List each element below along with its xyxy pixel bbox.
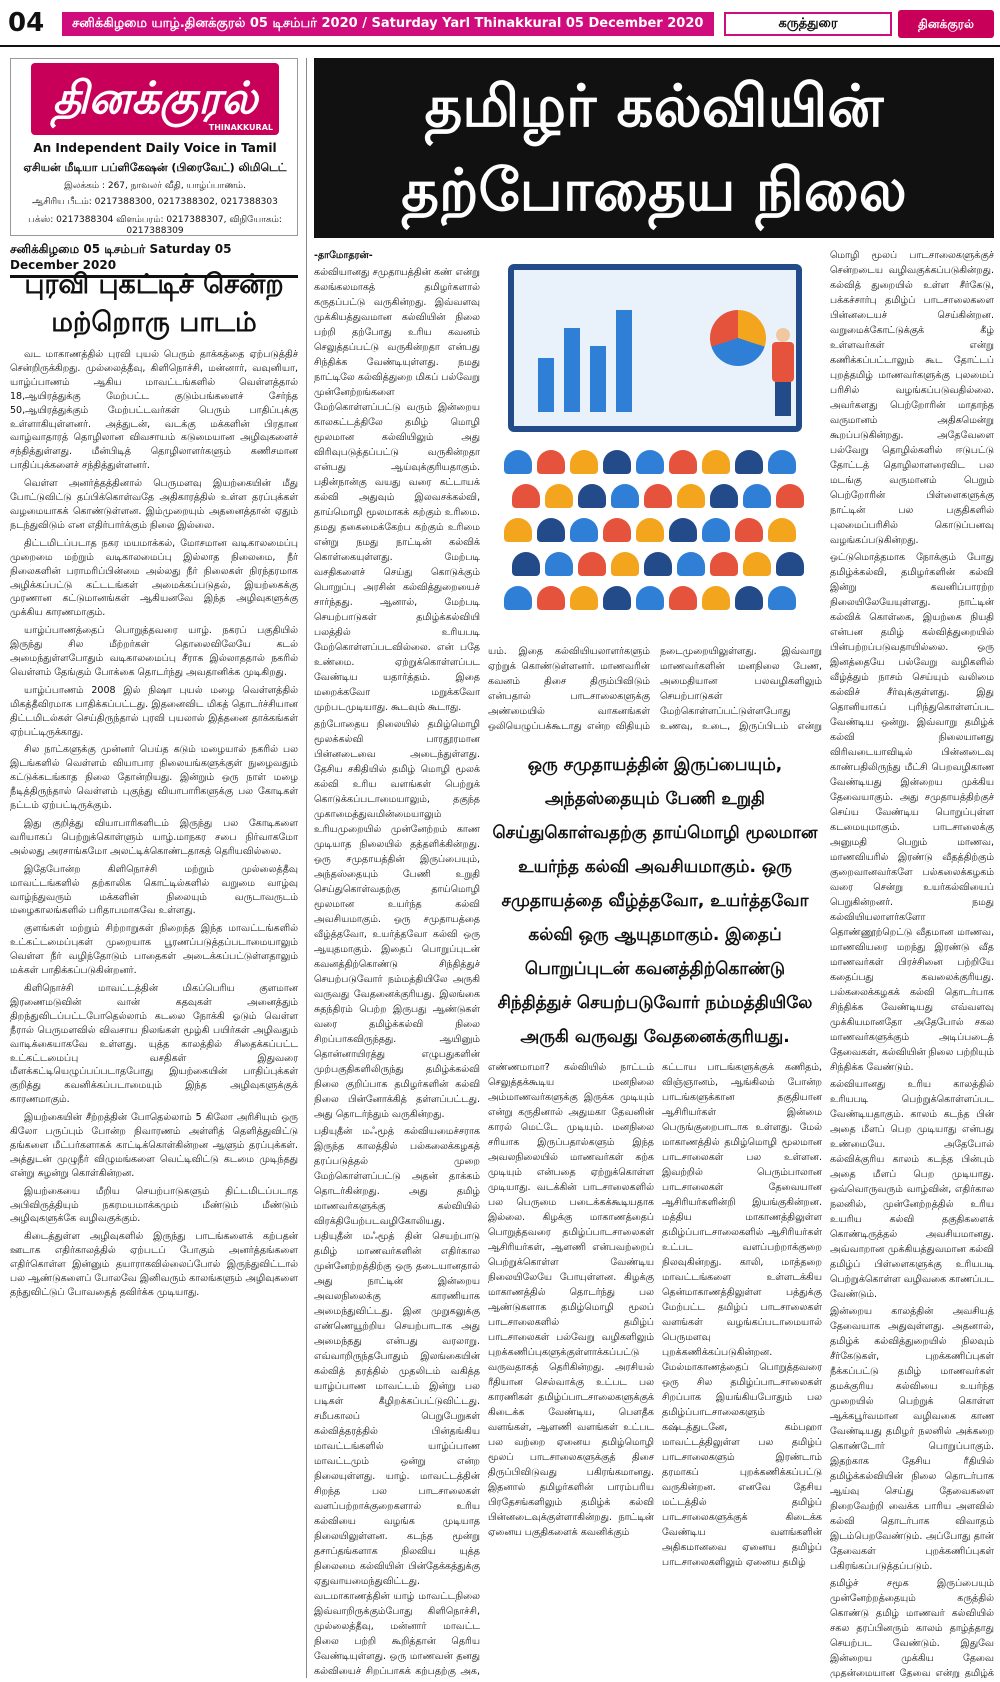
audience-seat-icon (768, 586, 796, 610)
edition-date: சனிக்கிழமை 05 டிசம்பர் Saturday 05 December 2020 (10, 242, 298, 278)
audience-seat-icon (743, 552, 771, 576)
audience-seat-icon (504, 586, 532, 610)
audience-seat-icon (603, 586, 631, 610)
article-paragraph: ஒட்டுமொத்தமாக நோக்கும் போது தமிழ்க்கல்வி, தமிழர்களின் கல்வி இன்று கவனிப்பாரற்ற நிலையிலேயேயுள்ளது. நாட்டின் கல்விக் கொள்கை, இயற்கை நியதி என்பன தமிழ் கல்வித்துறையில் பின்பற்றப்படுவதாயில்லை. ஒரு இனத்தையே பல்வேறு வழிகளில் வீழ்த்தும் நாசம் செய்யும் வலிமை கல்விச் சீர்வுக்குள்ளது. இது தொனியாகப் புரிந்துகொள்ளப்பட வேண்டிய ஒன்று. இவ்வாறு தமிழ்க் கல்வி நிலையானது விரிவடையாவிடில் பின்னடைவு காண்பதிலிருந்து மீட்சி பெறவழிகாண வேண்டியது இன்றைய முக்கிய தேவையாகும். அது சமுதாயத்திற்குச் செய்ய வேண்டிய பொறுப்புள்ள கடமையுமாகும். பாடசாலைக்கு அனுமதி பெறும் மாணவ, மாணவியரில் இரண்டு வீதத்திற்கும் குறைவானவர்களே பல்கலைக்கழகம் வரை சென்று உயர்கல்வியைப் பெறுகின்றனர். நமது கல்வியியலாளர்களோ தொண்ணூற்றெட்டு வீதமான மாணவ, மாணவியரை மறந்து இரண்டு வீத மாணவர்கள் பிரச்சினை பற்றியே கதைப்பது கவலைக்குரியது. பல்கலைக்கழகக் கல்வி தொடர்பாக சிந்திக்க வேண்டியது எவ்வளவு முக்கியமானதோ அதேபோல் சகல மாணவர்களுக்கும் அடிப்படைத் தேவைகள், கல்வியின் நிலை பற்றியும் சிந்திக்க வேண்டும். (830, 552, 994, 1073)
editorial-paragraph: சில நாட்களுக்கு முன்னர் பெய்த கடும் மழையால் நகரில் பல இடங்களில் வெள்ளம் வியாபார நிலையங்களுக்குள் நுழைவதும் கட்டுக்கடங்காத நிலை தோன்றியது. இன்றும் ஒரு நாள் மழை நீடித்திருந்தால் வெள்ளம் புகுந்து வியாபாரிகளுக்கு பல கோடிகள் நட்டம் ஏற்பட்டிருக்கும். (10, 744, 298, 812)
audience-seat-icon (677, 552, 705, 576)
editorial-paragraph: கிடைத்துள்ள அழிவுகளில் இருந்து பாடங்களைக் கற்பதன் ஊடாக எதிர்காலத்தில் ஏற்படப் போகும் அனர்த்தங்களை எதிர்கொள்ள இன்னும் தயாராகவில்லைப்போல் இருந்துவிட்டால் பல ஆண்டுகளைப் போலவே இனிவரும் காலங்களும் அழிவுகளை தந்துவிட்டுப் போவதைத் தவிர்க்க முடியாது. (10, 1231, 298, 1298)
article-headline-line1: தமிழர் கல்வியின் (424, 72, 884, 140)
audience-seat-icon (512, 552, 540, 576)
audience-seat-icon (702, 586, 730, 610)
contact-phone: பக்ஸ்: 0217388304 விளம்பரம்: 0217388307, விநியோகம்: 0217388309 (28, 215, 282, 236)
audience-seat-icon (768, 450, 796, 474)
masthead-tagline: An Independent Daily Voice in Tamil (33, 141, 277, 155)
audience-seat-icon (512, 484, 540, 508)
audience-seat-icon (603, 450, 631, 474)
audience-seat-icon (677, 484, 705, 508)
logo-english-text: THINAKKURAL (208, 123, 273, 132)
audience-seat-icon (743, 484, 771, 508)
audience-seat-icon (545, 552, 573, 576)
audience-seat-icon (669, 450, 697, 474)
article-column-a (314, 248, 480, 1678)
chart-bar-icon (538, 358, 554, 412)
audience-seat-icon (636, 586, 664, 610)
audience-seat-icon (537, 450, 565, 474)
article-paragraph: தமிழ்ச் சமூக இருப்பையும் முன்னேற்றத்தையும் கருத்தில் கொண்டு தமிழ் மாணவர் கல்வியில் சகல தரப்பினரும் காலம் தாழ்த்தாது செயற்பட வேண்டும். இதுவே இன்றைய முக்கிய தேவை முதன்மையான தேவை என்று தமிழ்க் (830, 1578, 994, 1678)
chart-bar-icon (564, 328, 580, 412)
audience-seat-icon (570, 450, 598, 474)
audience-seat-icon (768, 518, 796, 542)
audience-seat-icon (644, 552, 672, 576)
publisher-name: ஏசியன் மீடியா பப்ளிகேஷன் (பிரைவேட்) லிமிடெட் (23, 161, 287, 174)
article-paragraph: பதியுதீன் மஃமூத் கல்வியமைச்சராக இருந்த காலத்தில் பல்கலைக்கழகத் தரப்படுத்தல் முறை மேற்கொள்ளப்பட்டு அதன் தாக்கம் தொடர்கின்றது. அது தமிழ் மாணவர்களுக்கு கல்வியில் விரக்தியேற்படவழிகோலியது. பதியுதீன் மஃமூத் தின் செயற்பாடு தமிழ் மாணவர்களின் எதிர்கால முன்னேற்றத்திற்கு ஒரு தடையானதால் அது நாட்டின் இன்றைய அவலநிலைக்கு காரணியாக அமைந்துவிட்டது. இன முறுகலுக்கு எண்ணெயூற்றிய செயற்பாடாக அது அமைந்தது என்பது வரலாறு. எவ்வாறிருந்தபோதும் இலங்கையின் கல்வித் தரத்தில் முதலிடம் வகித்த யாழ்ப்பாண மாவட்டம் இன்று பல படிகள் கீழிறக்கப்பட்டுவிட்டது. சமீபகாலப் பெறுபேறுகள் கல்வித்தரத்தில் பின்தங்கிய மாவட்டங்களில் யாழ்ப்பாண மாவட்டமும் ஒன்று என்ற நிலையுள்ளது. யாழ். மாவட்டத்தின் சிறந்த பல பாடசாலைகள் வளப்பற்றாக்குறைகளால் உரிய கல்வியை வழங்க முடியாத நிலையிலுள்ளன. கடந்த மூன்று தசாப்தங்களாக நிலவிய யுத்த நிலைமை கல்வியின் பின்தேக்கத்துக்கு ஏதுவாயமைந்துவிட்டது. வடமாகாணத்தின் யாழ் மாவட்டநிலை இவ்வாறிருக்கும்போது கிளிநொச்சி, முல்லைத்தீவு, மன்னார் மாவட்ட நிலை பற்றி கூறித்தான் தெரிய வேண்டியுள்ளது. ஒரு மாணவன் தனது கல்வியைச் சிறப்பாகக் கற்பதற்கு அக, (314, 1126, 480, 1677)
audience-seat-icon (702, 450, 730, 474)
audience-seat-icon (504, 518, 532, 542)
audience-seat-icon (537, 518, 565, 542)
audience-seat-icon (710, 484, 738, 508)
chart-bar-icon (590, 346, 606, 412)
article-column-bc-top: யம். இதை கல்வியியலாளர்களும் ஏற்றுக் கொண்டுள்ளனர். மாணவரின் கவனம் திசை திரும்பிவிடும் என்பதால் பாடசாலைகளுக்கு அண்மையில் வாகனங்கள் ஒலியெழுப்பக்கூடாது என்ற விதியும் நடைமுறையிலுள்ளது. இவ்வாறு மாணவர்களின் மனநிலை பேண, அமைதியான பலவழிகளிலும் செயற்பாடுகள் மேற்கொள்ளப்பட்டுள்ளபோது உணவு, உடை, இருப்பிடம் என்று (488, 646, 822, 732)
editorial-paragraph: இயற்கையின் சீற்றத்தின் போதெல்லாம் 5 கிலோ அரிசியும் ஒரு கிலோ பருப்பும் போன்ற நிவாரணம் அள்ளித் தெளித்துவிட்டு தங்களை மீட்பர்களாகக் காட்டிக்கொள்கின்றன ஆளும் தரப்புக்கள். அத்துடன் முழுநீர் விழுமங்களை வெட்டிவிட்டு கடமை முடிந்தது என்று சுழன்று கொள்கின்றன. (10, 1112, 298, 1179)
audience-seat-icon (776, 552, 804, 576)
article-column-d (830, 248, 994, 1678)
article-paragraph: மொழி மூலப் பாடசாலைகளுக்குச் சென்றடைய வழிவகுக்கப்படுகின்றது. கல்வித் துறையில் உள்ள சீர்கேடு, பக்கச்சார்பு தமிழ்ப் பாடசாலைகளை பின்னடையச் செய்கின்றன. வறுமைக்கோட்டுக்குக் கீழ் உள்ளவர்கள் என்று கணிக்கப்பட்டாலும் கூட தோட்டப் புறத்தமிழ் மாணவர்களுக்கு புலமைப் பரிசில் வழங்கப்படுவதில்லை. அவர்களது பெற்றோரின் மாதாந்த வருமானம் அதிகமென்று கூறப்படுகின்றது. அதேவேளை பல்வேறு தொழில்களில் ஈடுபட்டு தோட்டத் தொழிலாளரைவிட பல மடங்கு வருமானம் பெறும் பெற்றோரின் பிள்ளைகளுக்கு நாட்டின் பல பகுதிகளில் புலமைப்பரிசில் கொடுப்பனவு வழங்கப்படுகின்றது. (830, 250, 994, 546)
education-illustration (488, 248, 822, 636)
editorial-headline: புரவி புகட்டிச் சென்ற மற்றொரு பாடம் (24, 269, 284, 338)
editorial-paragraph: கிளிநொச்சி மாவட்டத்தின் மிகப்பெரிய குளமான இரணைமடுவின் வான் கதவுகள் அனைத்தும் திறந்துவிடப்பட்டபோதெல்லாம் கடலை நோக்கி ஓடும் வெள்ள நீரால் பெருமளவில் விவசாய நிலங்கள் மூழ்கி பயிர்கள் அழிவதும் வாடிக்கையாகவே உள்ளது. யுத்த காலத்தில் சிதைக்கப்பட்ட உட்கட்டமைப்பு வசதிகள் இதுவரை மீளக்கட்டியெழுப்பப்படாதபோது இயற்கையின் பாதிப்புக்கள் குறித்து கவனிக்கப்படாமையும் இந்த அழிவுகளுக்குக் காரணமாகும். (10, 982, 298, 1106)
article-paragraph: கல்வியானது உரிய காலத்தில் உரியபடி பெற்றுக்கொள்ளப்பட வேண்டியதாகும். காலம் கடந்த பின் அதை மீளப் பெற முடியாது என்பது உண்மையே. அதேபோல் கல்விக்குரிய காலம் கடந்த பின்பும் அதை மீளப் பெற முடியாது. ஒவ்வொருவரும் வாழ்வின், எதிர்கால நலனில், முன்னேற்றத்தில் உரிய உயரிய கல்வி தகுதிகளைக் கொண்டிருத்தல் அவசியமானது. அவ்வாறான முக்கியத்துவமான கல்வி தமிழ்ப் பிள்ளைகளுக்கு உரியபடி பெற்றுக்கொள்ள வழிவகை காணப்பட வேண்டும். (830, 1079, 994, 1300)
audience-seat-icon (669, 586, 697, 610)
office-phone: ஆசிரிய பீடம்: 0217388300, 0217388302, 0217388303 (32, 197, 278, 207)
date-strip: சனிக்கிழமை யாழ்.தினக்குரல் 05 டிசம்பர் 2020 / Saturday Yarl Thinakkural 05 December 2020 (62, 12, 714, 36)
masthead (10, 58, 298, 236)
article-paragraph: இன்றைய காலத்தின் அவசியத் தேவையாக அதுவுள்ளது. அதனால், தமிழ்க் கல்வித்துறையில் நிலவும் சீர்கேடுகள், புறக்கணிப்புகள் நீக்கப்பட்டு தமிழ் மாணவர்கள் தமக்குரிய கல்வியை உயர்ந்த முறையில் பெற்றுக் கொள்ள ஆக்கபூர்வமான வழிவகை காண வேண்டியது தமிழர் நலனில் அக்கறை கொண்டோர் பொறுப்பாகும். இதற்காக தேசிய ரீதியில் தமிழ்க்கல்வியின் நிலை தொடர்பாக ஆய்வு செய்து தேவைகளை நிறைவேற்றி வைக்க பாரிய அளவில் கல்வி தொடர்பாக விவாதம் இடம்பெறவேண்டும். அப்போது தான் தேவைகள் புறக்கணிப்புகள் பகிரங்கப்படுத்தப்படும். (830, 1306, 994, 1572)
page-header (0, 0, 1000, 50)
audience-seat-icon (578, 484, 606, 508)
section-label: கருத்துரை (724, 12, 892, 36)
article-column-b: எண்ணமாமா? கல்வியில் நாட்டம் செலுத்தக்கூடிய மனநிலை அம்மாணவர்களுக்கு இருக்க முடியும் என்று கருதினால் அதுமகா தேவனின் காரல் மெட்டே முடியும். மனநிலை சரியாக இருப்பதால்களும் இந்த அவலநிலையில் மாணவர்கள் கற்க முடியும் என்பதை ஏற்றுக்கொள்ள முடியாது. வடக்கின் பாடசாலைகளில் பல பெருமை படைக்கக்கூடியதாக இல்லை. கிழக்கு மாகாணத்தைப் பொறுத்தவரை தமிழ்ப்பாடசாலைகள் ஆசிரியர்கள், ஆளணி என்பவற்றைப் பெற்றுக்கொள்ள வேண்டிய நிலையிலேயே போயுள்ளன. கிழக்கு மாகாணத்தில் தொடர்ந்து பல ஆண்டுகளாக தமிழ்மொழி மூலப் பாடசாலைகளில் தமிழ்ப் பாடசாலைகள் பல்வேறு வழிகளிலும் புறக்கணிப்புகளுக்குள்ளாக்கப்பட்டு வருவதாகத் தெரிகின்றது. அரசியல் ரீதியான செல்வாக்கு உட்பட பல காரணிகள் தமிழ்ப்பாடசாலைகளுக்குக் கிடைக்க வேண்டிய, பௌதீக வளங்கள், ஆளணி வளங்கள் உட்பட பல வற்றை ஏனைய தமிழ்மொழி மூலப் பாடசாலைகளுக்குத் திசை திருப்பிவிடுவது பகிரங்கமானது. இதனால் தமிழர்களின் பாரம்பரிய பிரதேசங்களிலும் தமிழ்க் கல்வி பின்னடைவுக்குள்ளாகின்றது. நாட்டின் ஏனைய பகுதிகளைக் கவனிக்கும் (488, 1062, 654, 1538)
editorial-paragraph: குளங்கள் மற்றும் சிற்றாறுகள் நிறைந்த இந்த மாவட்டங்களில் உட்கட்டமைப்புகள் முறையாக பூரணப்படுத்தப்படாமையாலும் வெள்ள நீர் வழிந்தோடும் பாதைகள் அடைக்கப்பட்டுள்ளதாலும் மக்கள் பாதிக்கப்படுகின்றனர். (10, 923, 298, 977)
article-paragraph: கல்வியானது சமுதாயத்தின் கண் என்று கலங்கலமாகத் தமிழர்களால் கருதப்பட்டு வருகின்றது. இவ்வளவு முக்கியத்துவமான கல்வியின் நிலை பற்றி தற்போது உரிய கவனம் செலுத்தப்பட்டு வருகின்றதா என்பது சிந்திக்க வேண்டியுள்ளது. நமது நாட்டிலே கல்வித்துறை மிகப் பல்வேறு முன்னேற்றங்களை மேற்கொள்ளப்பட்டு வரும் இன்றைய காலகட்டத்திலே தமிழ் மொழி மூலமான கல்வியிலும் அது விரிவுபடுத்தப்பட்டு வருகின்றதா என்பது ஆய்வுக்குரியதாகும். பதின்நான்கு வயது வரை கட்டாயக் கல்வி அதுவும் இலவசக்கல்வி, தாய்மொழி மூலமாகக் கற்கும் உரிமை. தமது தகைமைக்கேற்ப கற்கும் உரிமை என்று நமது நாட்டின் கல்விக் கொள்கையுள்ளது. மேற்படி வசதிகளைச் செய்து கொடுக்கும் பொறுப்பு அரசின் கல்வித்துறையைச் சார்ந்தது. ஆனால், மேற்படி செயற்பாடுகள் தமிழ்க்கல்வியி பலத்தில் உரியபடி மேற்கொள்ளப்படவில்லை. என் பதே உண்மை. ஏற்றுக்கொள்ளப்பட வேண்டிய யதார்த்தம். இதை மறைக்கவோ மறுக்கவோ முற்படமுடியாது. கூடவும் கூடாது. (314, 267, 480, 713)
audience-seat-icon (611, 552, 639, 576)
pie-chart-icon (710, 310, 766, 366)
editorial-paragraph: இது குறித்து வியாபாரிகளிடம் இருந்து பல கோடிகளை வரியாகப் பெற்றுக்கொள்ளும் யாழ்.மாநகர சபை நிர்வாகமோ அல்லது அரசாங்கமோ அலட்டிக்கொண்டதாகத் தெரியவில்லை. (10, 818, 298, 857)
editorial-paragraph: வெள்ள அனர்த்தத்தினால் பெருமளவு இயற்கையின் மீது போட்டுவிட்டு தப்பிக்கொள்வதே அதிகாரத்தில் உள்ள தரப்புக்கள் வழமையாகக் கொண்டுள்ளன. இம்முறையும் அதனைத்தான் ஏதும் நடந்துவிடும் என எதிர்பார்க்கும் நிலை இல்லை. (10, 478, 298, 531)
editorial-paragraph: திட்டமிடப்படாத நகர மயமாக்கல், மோசமான வடிகாலமைப்பு முறைமை மற்றும் வடிகாலமைப்பு இல்லாத நிலைமை, நீர் நிலைகளின் பராமரிப்பின்மை அல்லது நீர் நிலைகள் நிரந்தரமாக அழிக்கப்பட்டு கட்டடங்கள் அமைக்கப்படுதல், இயற்கைக்கு முரணான கட்டுமானங்கள் ஆகியனவே இந்த அழிவுகளுக்கு முக்கிய காரணமாகும். (10, 537, 298, 619)
audience-seat-icon (735, 586, 763, 610)
audience-seat-icon (735, 518, 763, 542)
audience-seat-icon (644, 484, 672, 508)
logo-text: தினக்குரல் (52, 73, 258, 124)
article-byline: -தாமோதரன்- (314, 250, 373, 261)
presentation-screen-icon (508, 264, 802, 432)
publisher-address: இலக்கம் : 267, நாவலர் வீதி, யாழ்ப்பாணம். (64, 181, 246, 191)
header-rule (0, 45, 1000, 47)
teacher-figure-icon (770, 328, 796, 418)
audience-seat-icon (636, 450, 664, 474)
editorial-paragraph: யாழ்ப்பாணம் 2008 இல் நிஷா புயல் மழை வெள்ளத்தில் மிகத்தீவிரமாக பாதிக்கப்பட்டது. இதனைவிட மிகத் தொடர்ச்சியான திட்டமிடல்கள் செய்திருந்தால் புரவி புயலால் இத்தனை தாக்கங்கள் ஏற்பட்டிருக்காது. (10, 684, 298, 738)
audience-seat-icon (570, 518, 598, 542)
audience-seat-icon (636, 518, 664, 542)
audience-seat-icon (611, 484, 639, 508)
article-column-c: கட்டாய பாடங்களுக்குக் கணிதம், விஞ்ஞானம், ஆங்கிலம் போன்ற பாடங்களுக்கான தகுதியான ஆசிரியர்கள் இன்மை பெருங்குறைபாடாக உள்ளது. மேல் மாகாணத்தில் தமிழ்மொழி மூலமான பாடசாலைகள் பல உள்ளன. இவற்றில் பெரும்பாலான பாடசாலைகள் தேவையான ஆசிரியர்களின்றி இயங்குகின்றன. மத்திய மாகாணத்திலுள்ள தமிழ்ப்பாடசாலைகளில் ஆசிரியர்கள் உட்பட வளப்பற்றாக்குறை நிலவுகின்றது. காலி, மாத்தறை மாவட்டங்களை உள்ளடக்கிய தென்மாகாணத்திலுள்ள பத்துக்கு மேற்பட்ட தமிழ்ப் பாடசாலைகள் வளங்கள் வழங்கப்படாமையால் பெருமளவு புறக்கணிக்கப்படுகின்றன. மேல்மாகாணத்தைப் பொறுத்தவரை ஒரு சில தமிழ்ப்பாடசாலைகள் சிறப்பாக இயங்கியபோதும் பல தமிழ்ப்பாடசாலைகளும் கஷ்டத்துடனே, கம்பஹா மாவட்டத்திலுள்ள பல தமிழ்ப் பாடசாலைகளும் இரண்டாம் தரமாகப் புறக்கணிக்கப்பட்டு வருகின்றன. எனவே தேசிய மட்டத்தில் தமிழ்ப் பாடசாலைகளுக்குக் கிடைக்க வேண்டிய வளங்களின் அதிகமானவை ஏனைய தமிழ்ப் பாடசாலைகளிலும் ஏனைய தமிழ் (662, 1062, 822, 1568)
chart-bar-icon (616, 310, 632, 412)
audience-seat-icon (545, 484, 573, 508)
audience-seat-icon (669, 518, 697, 542)
audience-seat-icon (702, 518, 730, 542)
audience-seat-icon (603, 518, 631, 542)
audience-seats-icon (504, 444, 806, 624)
audience-seat-icon (570, 586, 598, 610)
pull-quote-text: ஒரு சமுதாயத்தின் இருப்பையும், அந்தஸ்தையும் பேணி உறுதி செய்துகொள்வதற்கு தாய்மொழி மூலமான உயர்ந்த கல்வி அவசியமாகும். ஒரு சமுதாயத்தை வீழ்த்தவோ, உயர்த்தவோ கல்வி ஒரு ஆயுதமாகும். இதைப் பொறுப்புடன் கவனத்திற்கொண்டு சிந்தித்துச் செயற்படுவோர் நம்மத்தியிலே அருகி வருவது வேதனைக்குரியது. (492, 755, 818, 1047)
article-paragraph: தற்போதைய நிலையில் தமிழ்மொழி மூலக்கல்வி பாரதூரமான பின்னடைவை அடைந்துள்ளது. தேசிய சகிதியில் தமிழ் மொழி மூலக் கல்வி உரிய வளங்கள் பெற்றுக் கொடுக்கப்படாமையாலும், தகுந்த முகாமைத்துவமின்மையாலும் உரியமுறையில் முன்னேற்றம் காண முடியாத நிலையில் தத்தளிக்கின்றது. ஒரு சமுதாயத்தின் இருப்பையும், அந்தஸ்தையும் பேணி உறுதி செய்துகொள்வதற்கு தாய்மொழி மூலமான உயர்ந்த கல்வி அவசியமாகும். ஒரு சமுதாயத்தை வீழ்த்தவோ, உயர்த்தவோ கல்வி ஒரு ஆயுதமாகும். இதைப் பொறுப்புடன் கவனத்திற்கொண்டு சிந்தித்துச் செயற்படுவோர் நம்மத்தியிலே அருகி வருவது வேதனைக்குரியது. இலங்கை சுதந்திரம் பெற்ற இருபது ஆண்டுகள் வரை தமிழ்க்கல்வி நிலை சிறப்பாகவிருந்தது. ஆயினும் தொன்னாயிரத்து எழுபதுகளின் முற்பகுதிகளிலிருந்து தமிழ்க்கல்வி நிலை குறிப்பாக தமிழர்களின் கல்வி நிலை பின்னோக்கித் தள்ளப்பட்டது. அது தொடர்ந்தும் வருகின்றது. (314, 719, 480, 1120)
column-divider (306, 58, 307, 1678)
pull-quote (488, 748, 822, 1052)
editorial-paragraph: வட மாகாணத்தில் புரவி புயல் பெரும் தாக்கத்தை ஏற்படுத்திச் சென்றிருக்கிறது. முல்லைத்தீவு, கிளிநொச்சி, மன்னார், வவுனியா, யாழ்ப்பாணம் ஆகிய மாவட்டங்களில் வெள்ளத்தால் 18,ஆயிரத்துக்கு மேற்பட்ட குடும்பங்களைச் சேர்ந்த 50,ஆயிரத்துக்கும் மேற்பட்டவர்கள் பெரும் பாதிப்புக்கு உள்ளாகியுள்ளனர். அத்துடன், வடக்கு மக்களின் பிரதான வாழ்வாதாரத் தொழிலான விவசாயம் கடுமையான அழிவுகளைச் சந்தித்துள்ளது. மீன்பிடித் தொழிலாளர்களும் கணிசமான பாதிப்புக்களைச் சந்தித்துள்ளனர். (10, 349, 298, 472)
editorial-body (10, 348, 298, 1674)
audience-seat-icon (504, 450, 532, 474)
audience-seat-icon (776, 484, 804, 508)
editorial-paragraph: யாழ்ப்பாணத்தைப் பொறுத்தவரை யாழ். நகரப் பகுதியில் இருந்து சில மீற்றர்கள் தொலைவிலேயே கடல் அமைந்துள்ளபோதும் வடிகாலமைப்பு சீராக இல்லாததால் நகரில் வெள்ளம் தேங்கும் போக்கை தொடர்ந்து அவதானிக்க முடிகிறது. (10, 625, 298, 678)
brand-tag: தினக்குரல் (898, 10, 994, 38)
article-headline-box (314, 58, 994, 238)
audience-seat-icon (710, 552, 738, 576)
editorial-paragraph: இயற்கையை மீறிய செயற்பாடுகளும் திட்டமிடப்படாத அபிவிருத்தியும் நகரமயமாக்கமும் மீண்டும் மீண்டும் அழிவுகளுக்கே வழிவகுக்கும். (10, 1185, 298, 1225)
audience-seat-icon (735, 450, 763, 474)
audience-seat-icon (537, 586, 565, 610)
article-headline-line2: தற்போதைய நிலை (401, 156, 907, 224)
editorial-paragraph: இதேபோன்ற கிளிநொச்சி மற்றும் முல்லைத்தீவு மாவட்டங்களில் தற்காலிக கொட்டில்களில் வறுமை வாழ்வு வாழ்ந்துவரும் மக்களின் நிலையும் வருடாவருடம் மழைகாலங்களில் பரிதாபமாகவே உள்ளது. (10, 863, 298, 917)
audience-seat-icon (578, 552, 606, 576)
page-number: 04 (8, 8, 45, 38)
newspaper-logo (31, 63, 279, 135)
